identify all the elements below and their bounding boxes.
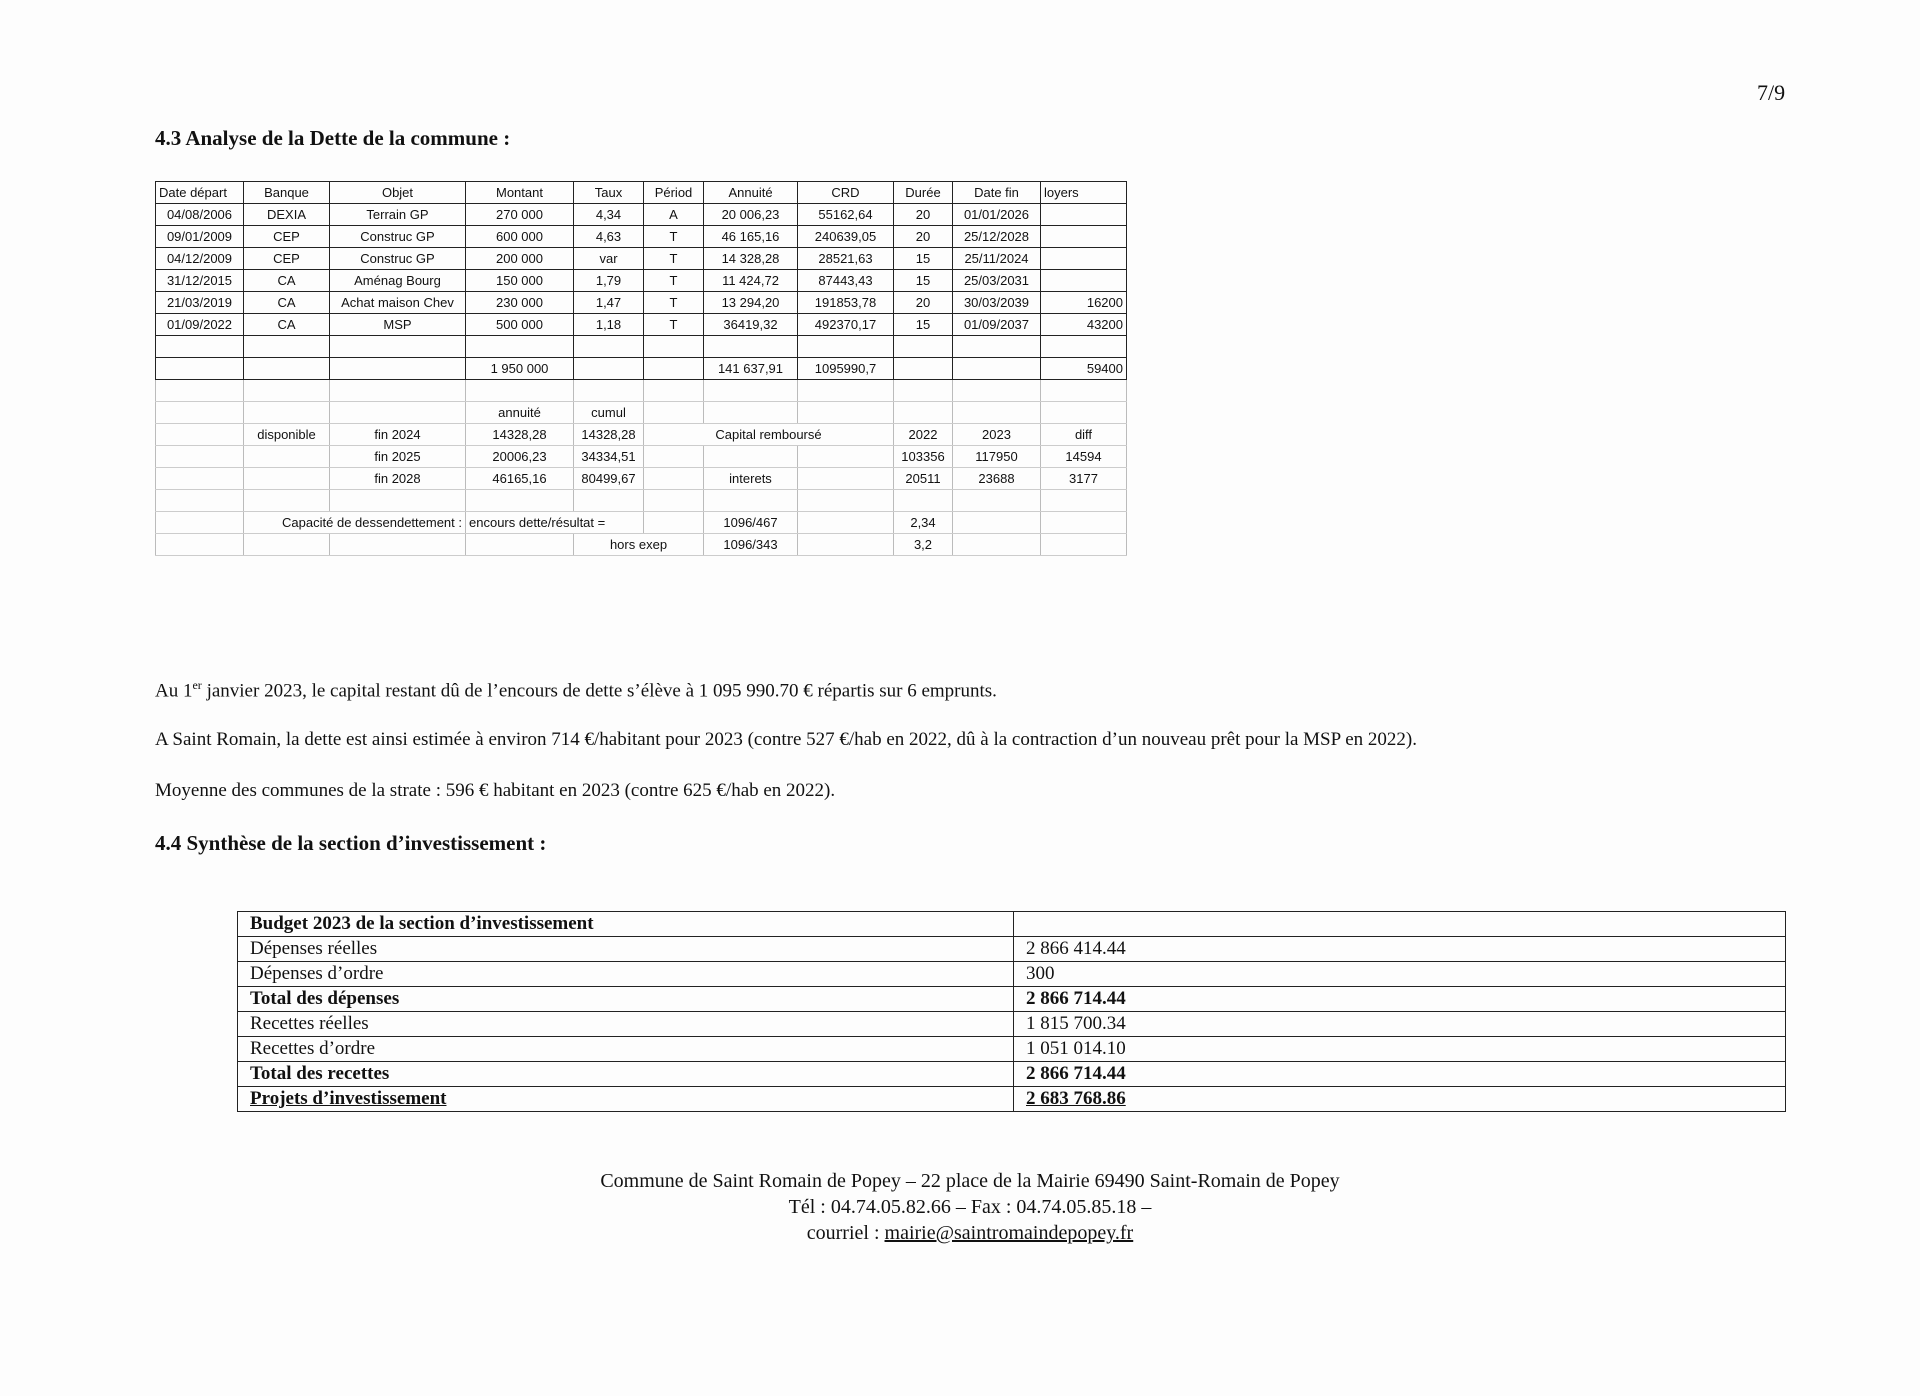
row-label: Total des recettes: [238, 1062, 1014, 1087]
header-cell: Banque: [244, 182, 330, 204]
total-crd: 1095990,7: [798, 358, 894, 380]
cell-loyers: [1041, 226, 1127, 248]
row-label: Projets d’investissement: [238, 1087, 1014, 1112]
fin-cumul: 14328,28: [574, 424, 644, 446]
row-value: 2 866 714.44: [1014, 987, 1786, 1012]
total-annuite: 141 637,91: [704, 358, 798, 380]
cell-objet: Aménag Bourg: [330, 270, 466, 292]
header-cell: loyers: [1041, 182, 1127, 204]
cell-montant: 150 000: [466, 270, 574, 292]
fin-label: fin 2028: [330, 468, 466, 490]
cell-date-depart: 21/03/2019: [156, 292, 244, 314]
fin-annuite: 20006,23: [466, 446, 574, 468]
investment-row: [238, 987, 1786, 1012]
col-cumul-label: cumul: [574, 402, 644, 424]
cell-taux: 1,47: [574, 292, 644, 314]
cell-loyers: [1041, 270, 1127, 292]
cell-banque: CA: [244, 292, 330, 314]
fin-label: fin 2024: [330, 424, 466, 446]
cell-loyers: [1041, 204, 1127, 226]
header-cell: Objet: [330, 182, 466, 204]
capacite-label: Capacité de dessendettement :: [244, 512, 466, 534]
interets-b: 23688: [953, 468, 1041, 490]
page-number: 7/9: [1757, 80, 1786, 105]
header-cell: Date départ: [156, 182, 244, 204]
cell-objet: Construc GP: [330, 248, 466, 270]
debt-table: [155, 181, 1127, 556]
investment-row: [238, 962, 1786, 987]
footer-address: Commune de Saint Romain de Popey – 22 place de la Mairie 69490 Saint-Romain de Popey: [600, 1170, 1340, 1192]
investment-row: [238, 1062, 1786, 1087]
paragraph-capital-restant: Au 1er janvier 2023, le capital restant dû de l’encours de dette s’élève à 1 095 990.70 € répartis sur 6 emprunts.: [155, 678, 997, 702]
cell-banque: CA: [244, 314, 330, 336]
header-cell: Date fin: [953, 182, 1041, 204]
cell-objet: Achat maison Chev: [330, 292, 466, 314]
row-label: Dépenses réelles: [238, 937, 1014, 962]
cell-period: T: [644, 270, 704, 292]
paragraph-dette-habitant: A Saint Romain, la dette est ainsi estimée à environ 714 €/habitant pour 2023 (contre 527 €/hab en 2022, dû à la contraction d’un nouveau prêt pour la MSP en 2022).: [155, 729, 1417, 750]
cell-loyers: 43200: [1041, 314, 1127, 336]
debt-row: [156, 248, 1127, 270]
total-montant: 1 950 000: [466, 358, 574, 380]
investment-row: [238, 937, 1786, 962]
row-label: Recettes d’ordre: [238, 1037, 1014, 1062]
header-cell: Périod: [644, 182, 704, 204]
cell-crd: 28521,63: [798, 248, 894, 270]
year-b: 2023: [953, 424, 1041, 446]
cell-date-fin: 01/01/2026: [953, 204, 1041, 226]
cell-loyers: [1041, 248, 1127, 270]
row-value: 2 866 414.44: [1014, 937, 1786, 962]
debt-empty-row: [156, 336, 1127, 358]
cell-loyers: 16200: [1041, 292, 1127, 314]
hors-ratio: 1096/343: [704, 534, 798, 556]
cell-banque: CEP: [244, 248, 330, 270]
capital-b: 117950: [953, 446, 1041, 468]
header-cell: Montant: [466, 182, 574, 204]
total-loyers: 59400: [1041, 358, 1127, 380]
debt-total-row: [156, 358, 1127, 380]
encours-ratio: 1096/467: [704, 512, 798, 534]
cell-taux: 4,63: [574, 226, 644, 248]
cell-objet: MSP: [330, 314, 466, 336]
cell-period: A: [644, 204, 704, 226]
hors-exep-label: hors exep: [574, 534, 704, 556]
encours-value: 2,34: [894, 512, 953, 534]
cell-banque: CA: [244, 270, 330, 292]
cell-period: T: [644, 292, 704, 314]
cell-duree: 20: [894, 204, 953, 226]
cell-montant: 500 000: [466, 314, 574, 336]
capital-diff: 14594: [1041, 446, 1127, 468]
interets-diff: 3177: [1041, 468, 1127, 490]
debt-row: [156, 314, 1127, 336]
cell-date-depart: 04/12/2009: [156, 248, 244, 270]
row-value: 300: [1014, 962, 1786, 987]
interets-a: 20511: [894, 468, 953, 490]
cell-taux: 4,34: [574, 204, 644, 226]
debt-row: [156, 226, 1127, 248]
cell-banque: CEP: [244, 226, 330, 248]
footer-phone: Tél : 04.74.05.82.66 – Fax : 04.74.05.85.18 –: [788, 1196, 1152, 1218]
cell-date-fin: 25/12/2028: [953, 226, 1041, 248]
hors-value: 3,2: [894, 534, 953, 556]
row-value: 2 683 768.86: [1014, 1087, 1786, 1112]
encours-label: encours dette/résultat =: [466, 512, 644, 534]
cell-taux: 1,18: [574, 314, 644, 336]
debt-header-row: [156, 182, 1127, 204]
fin-cumul: 80499,67: [574, 468, 644, 490]
cell-montant: 270 000: [466, 204, 574, 226]
cell-period: T: [644, 314, 704, 336]
footer: [0, 1168, 1920, 1246]
cell-date-fin: 30/03/2039: [953, 292, 1041, 314]
cell-crd: 87443,43: [798, 270, 894, 292]
cell-annuite: 13 294,20: [704, 292, 798, 314]
disponible-label: disponible: [244, 424, 330, 446]
cell-annuite: 20 006,23: [704, 204, 798, 226]
year-a: 2022: [894, 424, 953, 446]
cell-banque: DEXIA: [244, 204, 330, 226]
investment-header: Budget 2023 de la section d’investissement: [238, 912, 1014, 937]
cell-date-depart: 31/12/2015: [156, 270, 244, 292]
cell-annuite: 14 328,28: [704, 248, 798, 270]
investment-table: [237, 911, 1786, 1112]
fin-annuite: 14328,28: [466, 424, 574, 446]
cell-crd: 191853,78: [798, 292, 894, 314]
cell-annuite: 36419,32: [704, 314, 798, 336]
fin-annuite: 46165,16: [466, 468, 574, 490]
cell-crd: 240639,05: [798, 226, 894, 248]
investment-row: [238, 1012, 1786, 1037]
debt-row: [156, 292, 1127, 314]
row-value: 1 815 700.34: [1014, 1012, 1786, 1037]
row-value: 1 051 014.10: [1014, 1037, 1786, 1062]
cell-montant: 600 000: [466, 226, 574, 248]
header-cell: Annuité: [704, 182, 798, 204]
row-label: Recettes réelles: [238, 1012, 1014, 1037]
row-value: 2 866 714.44: [1014, 1062, 1786, 1087]
debt-row: [156, 204, 1127, 226]
cell-date-depart: 09/01/2009: [156, 226, 244, 248]
cell-duree: 20: [894, 292, 953, 314]
cell-taux: var: [574, 248, 644, 270]
diff-label: diff: [1041, 424, 1127, 446]
cell-date-depart: 04/08/2006: [156, 204, 244, 226]
fin-cumul: 34334,51: [574, 446, 644, 468]
cell-duree: 15: [894, 248, 953, 270]
cell-annuite: 46 165,16: [704, 226, 798, 248]
cell-crd: 492370,17: [798, 314, 894, 336]
section-title-investment: 4.4 Synthèse de la section d’investissement :: [155, 831, 547, 855]
row-label: Dépenses d’ordre: [238, 962, 1014, 987]
cell-montant: 230 000: [466, 292, 574, 314]
cell-montant: 200 000: [466, 248, 574, 270]
investment-row: [238, 1037, 1786, 1062]
cell-annuite: 11 424,72: [704, 270, 798, 292]
col-annuite-label: annuité: [466, 402, 574, 424]
cell-date-fin: 01/09/2037: [953, 314, 1041, 336]
cell-date-depart: 01/09/2022: [156, 314, 244, 336]
header-cell: CRD: [798, 182, 894, 204]
section-title-debt: 4.3 Analyse de la Dette de la commune :: [155, 126, 511, 150]
investment-header-row: [238, 912, 1786, 937]
paragraph-moyenne-strate: Moyenne des communes de la strate : 596 € habitant en 2023 (contre 625 €/hab en 2022).: [155, 780, 836, 801]
investment-row: [238, 1087, 1786, 1112]
cell-crd: 55162,64: [798, 204, 894, 226]
fin-label: fin 2025: [330, 446, 466, 468]
cell-duree: 15: [894, 314, 953, 336]
debt-row: [156, 270, 1127, 292]
cell-date-fin: 25/11/2024: [953, 248, 1041, 270]
footer-email-line: courriel : mairie@saintromaindepopey.fr: [806, 1222, 1134, 1244]
cell-objet: Construc GP: [330, 226, 466, 248]
cell-taux: 1,79: [574, 270, 644, 292]
header-cell: Taux: [574, 182, 644, 204]
cell-period: T: [644, 248, 704, 270]
cell-duree: 15: [894, 270, 953, 292]
capital-label: Capital remboursé: [644, 424, 894, 446]
cell-objet: Terrain GP: [330, 204, 466, 226]
row-label: Total des dépenses: [238, 987, 1014, 1012]
email-link[interactable]: mairie@saintromaindepopey.fr: [884, 1222, 1134, 1244]
cell-date-fin: 25/03/2031: [953, 270, 1041, 292]
cell-period: T: [644, 226, 704, 248]
capital-a: 103356: [894, 446, 953, 468]
interets-label: interets: [704, 468, 798, 490]
cell-duree: 20: [894, 226, 953, 248]
header-cell: Durée: [894, 182, 953, 204]
